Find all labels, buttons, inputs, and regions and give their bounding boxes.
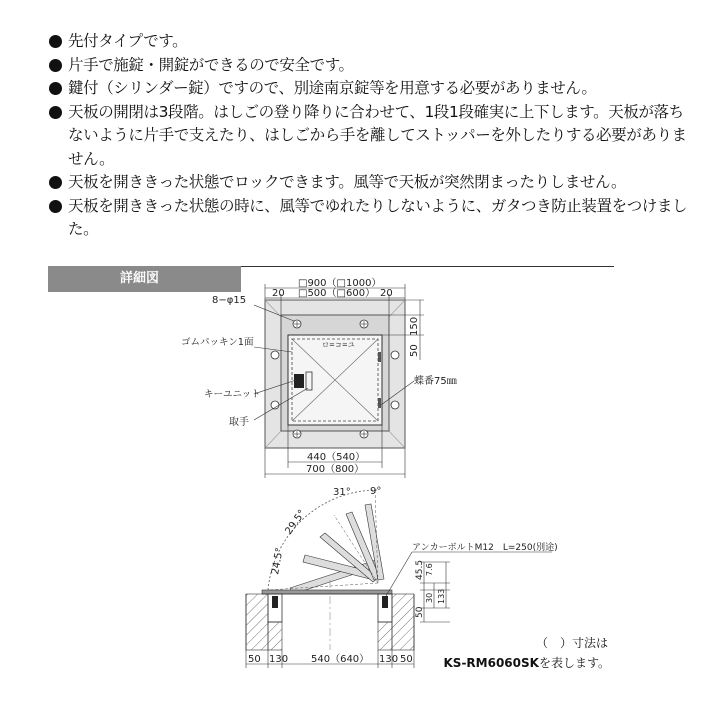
feature-item: 天板の開閉は3段階。はしごの登り降りに合わせて、1段1段確実に上下します。天板が落ちないように片手で支えたり、はしごから手を離してストッパーを外したりする必要がありません。 <box>48 101 688 172</box>
dim-20-left: 20 <box>272 288 285 299</box>
angle-31: 31° <box>333 487 351 498</box>
dim-76: 7.6 <box>425 563 434 576</box>
feature-item: 片手で施錠・開錠ができるので安全です。 <box>48 54 688 78</box>
dim-50-right: 50 <box>415 606 425 618</box>
dim-455: 45.5 <box>415 559 425 580</box>
dim-bottom-130b: 130 <box>379 654 399 665</box>
dim-133: 133 <box>437 588 446 604</box>
label-handle: 取手 <box>229 417 249 428</box>
feature-item: 天板を開ききった状態の時に、風等でゆれたりしないように、ガタつき防止装置をつけました。 <box>48 195 688 242</box>
dim-bottom-130a: 130 <box>269 654 289 665</box>
label-anchor: アンカーボルトM12 L=250(別途) <box>412 543 558 553</box>
label-hinge: 蝶番75㎜ <box>414 376 457 387</box>
angle-9: 9° <box>370 486 382 497</box>
note-line-2: を表します。 <box>538 656 610 670</box>
dim-bottom-540: 540（640） <box>311 654 370 665</box>
key-unit <box>294 374 304 388</box>
dim-bottom-50a: 50 <box>248 654 261 665</box>
svg-text:ロ=コ=ユ: ロ=コ=ユ <box>322 341 355 349</box>
dim-30: 30 <box>425 592 434 603</box>
section-title: 詳細図 <box>48 266 241 292</box>
dim-700: 700（800） <box>306 464 365 475</box>
plan-view <box>181 277 457 478</box>
dim-440: 440（540） <box>307 452 366 463</box>
angle-29: 29.5° <box>283 508 309 537</box>
dimension-note <box>420 633 610 673</box>
dim-50: 50 <box>409 344 420 357</box>
dim-inner: □500（□600） <box>298 288 376 299</box>
dim-150: 150 <box>409 316 420 336</box>
dim-bottom-50b: 50 <box>400 654 413 665</box>
feature-item: 鍵付（シリンダー錠）ですので、別途南京錠等を用意する必要がありません。 <box>48 77 688 101</box>
angle-24: 24.5° <box>270 546 286 576</box>
note-model: KS-RM6060SK <box>443 656 539 670</box>
label-holes: 8−φ15 <box>212 295 247 306</box>
label-gasket: ゴムパッキン1面 <box>181 337 254 348</box>
feature-item: 天板を開ききった状態でロックできます。風等で天板が突然閉まったりしません。 <box>48 171 688 195</box>
dim-outer: □900（□1000） <box>298 278 382 289</box>
feature-item: 先付タイプです。 <box>48 30 688 54</box>
note-line-1: （ ）寸法は <box>535 636 608 650</box>
dim-20-right: 20 <box>380 288 393 299</box>
label-key-unit: キーユニット <box>204 389 261 400</box>
